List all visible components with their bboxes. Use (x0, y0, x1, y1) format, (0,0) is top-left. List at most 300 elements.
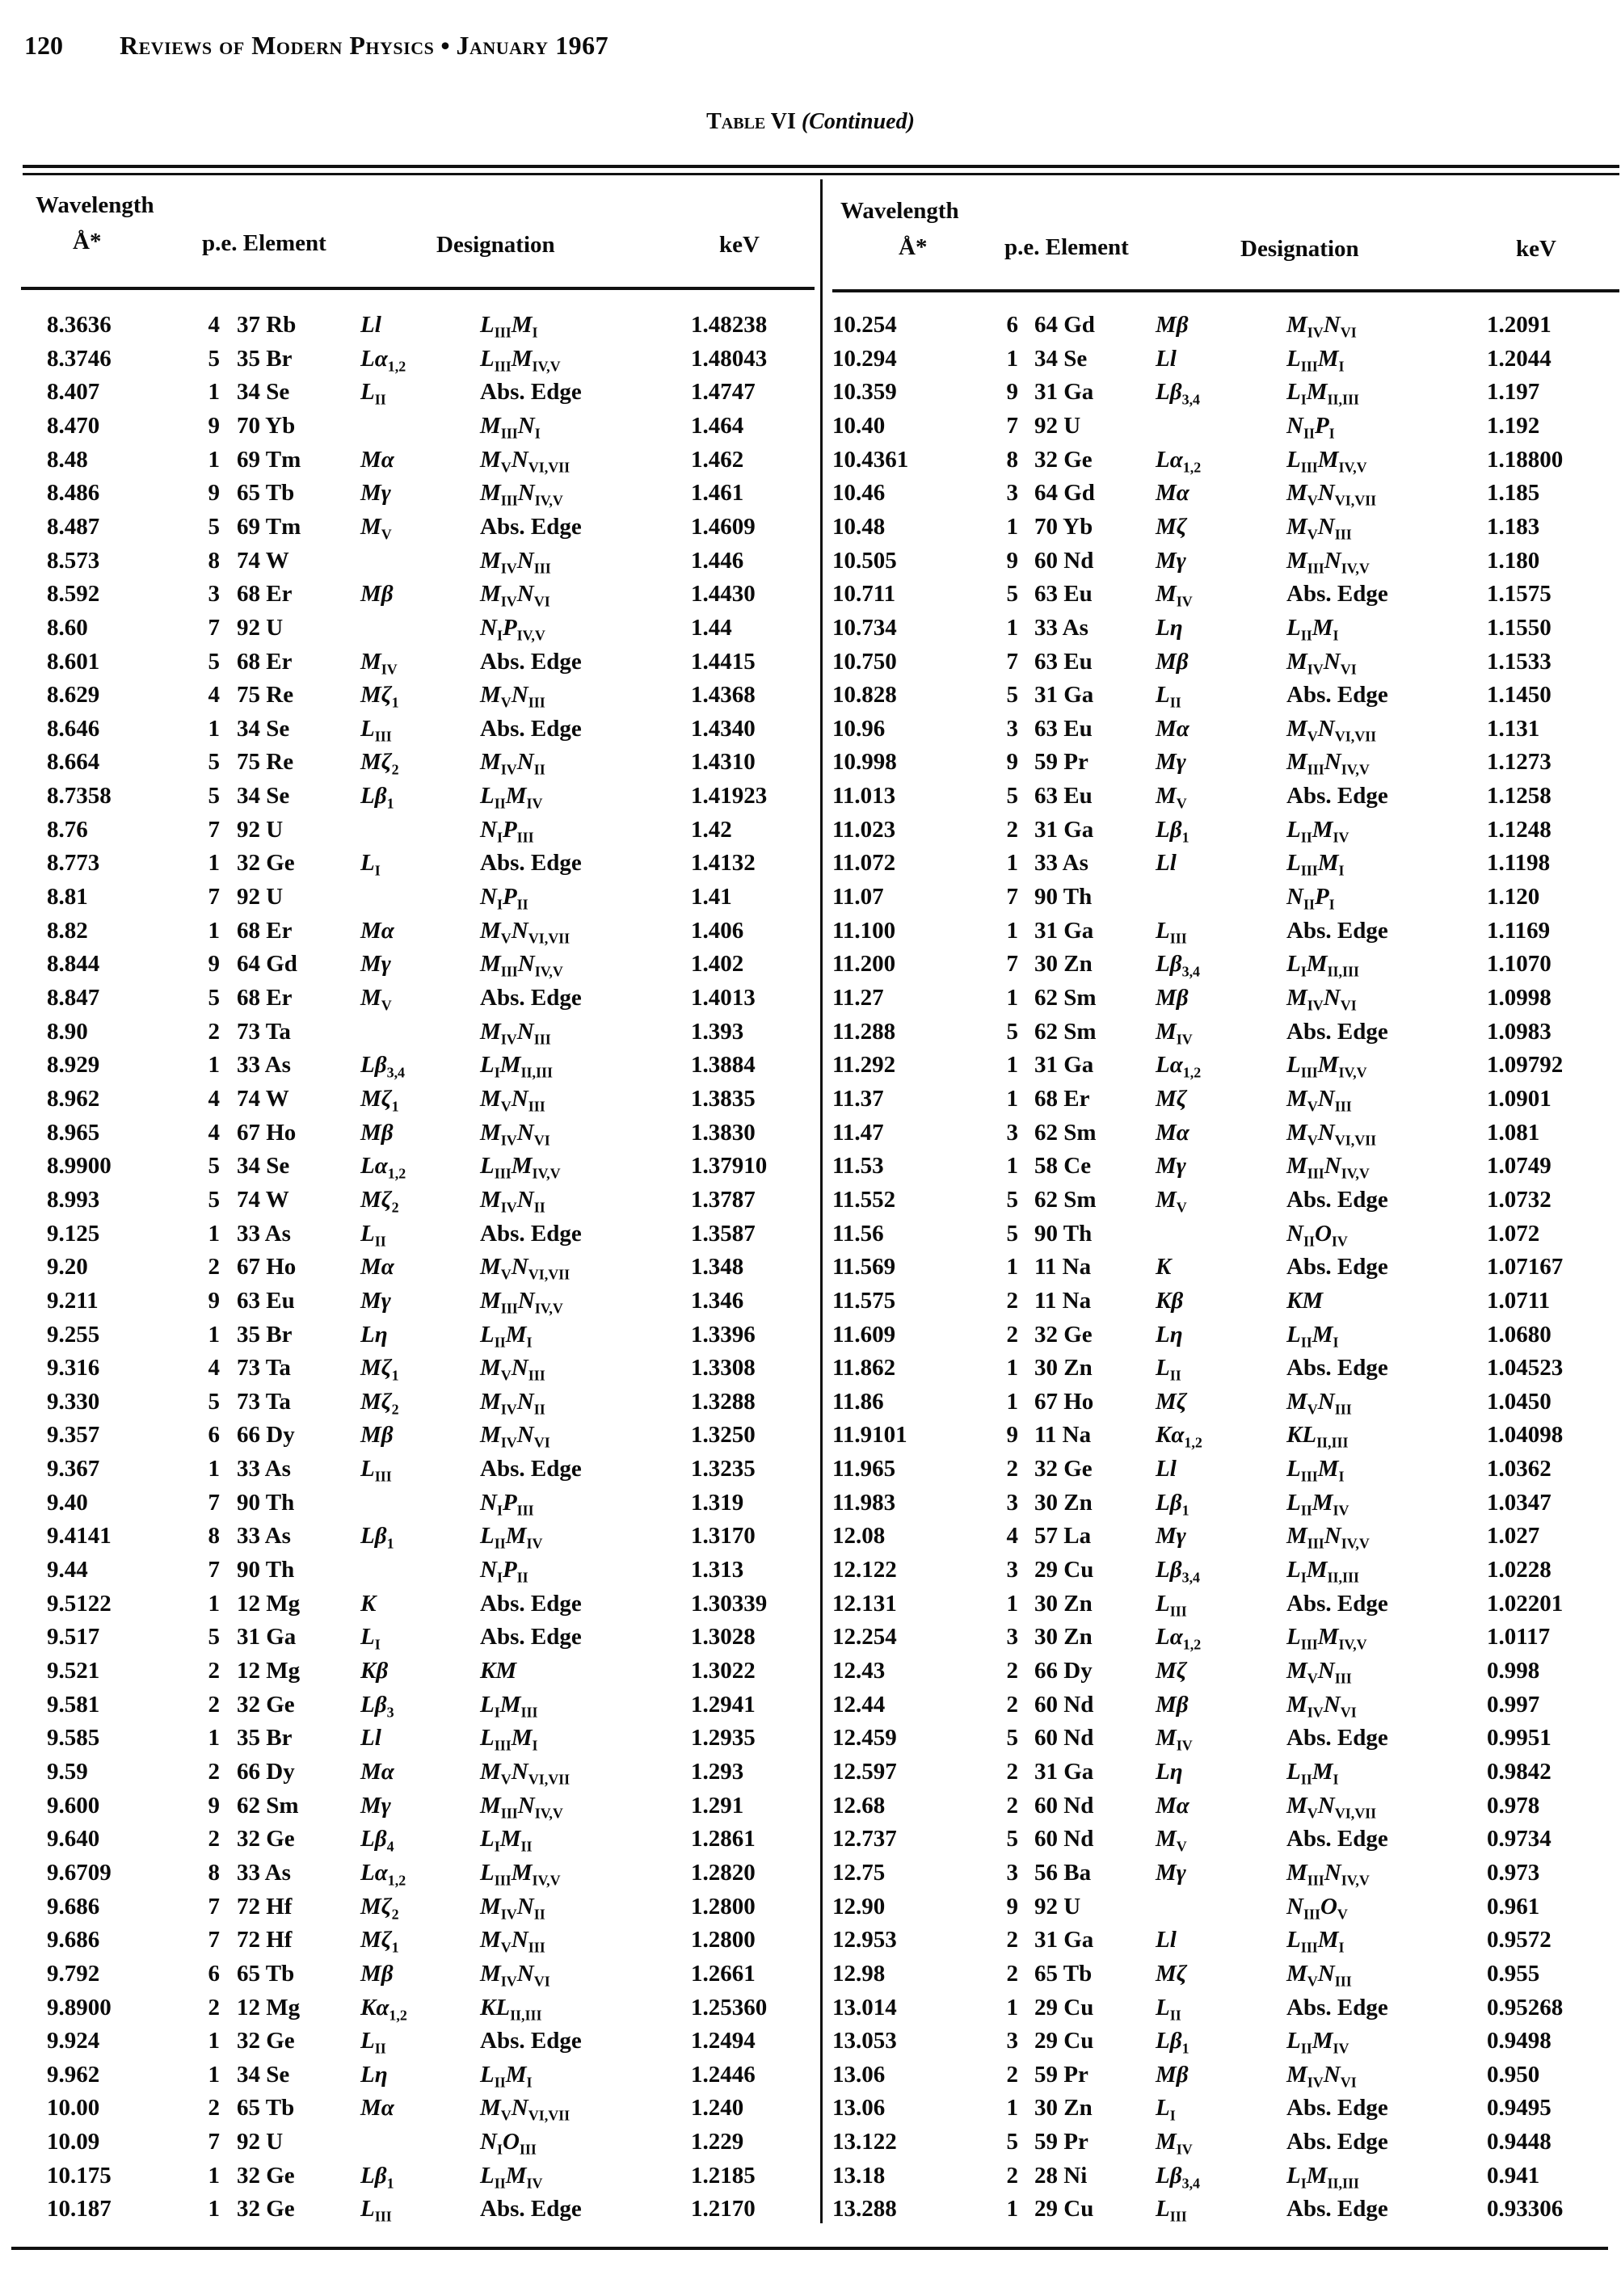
cell-element: 29 Cu (1034, 1557, 1094, 1583)
cell-element: 67 Ho (1034, 1388, 1094, 1415)
cell-pe: 1 (208, 715, 220, 742)
cell-designation: $N_IP_{IV,V}$ (480, 614, 545, 644)
cell-element: 11 Na (1034, 1287, 1092, 1314)
cell-designation: $L_{III}M_I$ (1286, 1927, 1345, 1956)
cell-pe: 1 (208, 2162, 220, 2189)
cell-kev: 0.95268 (1487, 1994, 1564, 2021)
cell-pe: 1 (1006, 1590, 1018, 1617)
cell-wavelength: 8.844 (47, 951, 100, 978)
cell-element: 30 Zn (1034, 1624, 1093, 1651)
cell-wavelength: 12.737 (832, 1826, 897, 1852)
cell-symbol: Mβ (1156, 648, 1189, 675)
cell-element: 64 Gd (1034, 480, 1095, 507)
cell-pe: 2 (208, 1018, 220, 1045)
cell-pe: 2 (208, 1758, 220, 1785)
cell-element: 90 Th (1034, 1220, 1093, 1247)
cell-wavelength: 8.48 (47, 446, 88, 473)
cell-pe: 5 (1006, 1018, 1018, 1045)
cell-element: 63 Eu (237, 1287, 295, 1314)
cell-kev: 1.0680 (1487, 1321, 1552, 1348)
cell-wavelength: 9.600 (47, 1792, 100, 1819)
cell-pe: 5 (1006, 1725, 1018, 1751)
cell-kev: 1.37910 (691, 1153, 768, 1180)
cell-designation: $L_{II}M_I$ (480, 1321, 533, 1350)
cell-pe: 1 (208, 1220, 220, 1247)
cell-wavelength: 8.962 (47, 1085, 100, 1112)
cell-pe: 9 (1006, 379, 1018, 406)
cell-element: 92 U (237, 2129, 284, 2155)
cell-wavelength: 11.200 (832, 951, 896, 978)
cell-designation: $L_{II}M_{IV}$ (480, 2162, 543, 2192)
cell-element: 35 Br (237, 345, 293, 372)
cell-symbol: Mα (1156, 1792, 1189, 1819)
cell-pe: 9 (208, 480, 220, 507)
cell-wavelength: 10.711 (832, 581, 896, 608)
cell-kev: 1.2800 (691, 1893, 756, 1920)
cell-kev: 1.2044 (1487, 345, 1552, 372)
cell-kev: 1.183 (1487, 513, 1540, 540)
cell-pe: 5 (1006, 682, 1018, 709)
cell-symbol: K (1156, 1254, 1172, 1280)
cell-kev: 1.18800 (1487, 446, 1564, 473)
cell-pe: 8 (208, 1523, 220, 1550)
cell-pe: 7 (208, 1557, 220, 1583)
cell-designation: $M_VN_{VI,VII}$ (480, 2095, 571, 2124)
cell-symbol: Mα (1156, 1119, 1189, 1146)
cell-symbol: $M\zeta_2$ (360, 1388, 399, 1418)
cell-kev: 1.09792 (1487, 1052, 1564, 1079)
cell-kev: 1.3787 (691, 1186, 756, 1213)
cell-pe: 3 (1006, 1859, 1018, 1886)
cell-kev: 1.4132 (691, 850, 756, 877)
cell-symbol: Mα (1156, 480, 1189, 507)
cell-designation: $L_{III}M_I$ (1286, 1456, 1345, 1485)
cell-wavelength: 10.40 (832, 412, 886, 439)
cell-element: 68 Er (237, 917, 293, 944)
cell-element: 70 Yb (1034, 513, 1093, 540)
cell-symbol: Ll (360, 1725, 381, 1751)
cell-element: 74 W (237, 1085, 289, 1112)
cell-pe: 1 (208, 1321, 220, 1348)
cell-designation: $L_{II}M_I$ (480, 2061, 533, 2091)
cell-wavelength: 11.9101 (832, 1422, 907, 1449)
cell-symbol: Mα (360, 446, 394, 473)
cell-designation: $M_VN_{VI,VII}$ (480, 1758, 571, 1788)
cell-symbol: $L\alpha_{1,2}$ (360, 345, 406, 374)
cell-kev: 0.9498 (1487, 2028, 1552, 2054)
cell-pe: 1 (208, 2028, 220, 2054)
cell-designation: Abs. Edge (1286, 1186, 1388, 1213)
cell-element: 69 Tm (237, 513, 301, 540)
cell-designation: $M_VN_{III}$ (480, 1355, 545, 1384)
cell-wavelength: 8.573 (47, 547, 100, 574)
cell-kev: 1.4340 (691, 715, 756, 742)
cell-symbol: Mζ (1156, 1960, 1187, 1987)
header-angstrom-left: Å* (73, 229, 102, 254)
cell-pe: 1 (208, 2196, 220, 2222)
cell-designation: $M_{IV}N_{II}$ (480, 749, 545, 778)
cell-element: 69 Tm (237, 446, 301, 473)
cell-kev: 0.93306 (1487, 2196, 1564, 2222)
cell-pe: 5 (1006, 1220, 1018, 1247)
cell-wavelength: 9.59 (47, 1758, 88, 1785)
cell-element: 31 Ga (1034, 1927, 1094, 1953)
cell-designation: $N_IP_{II}$ (480, 884, 528, 913)
cell-kev: 1.291 (691, 1792, 744, 1819)
cell-kev: 1.313 (691, 1557, 744, 1583)
cell-kev: 1.180 (1487, 547, 1540, 574)
cell-kev: 1.462 (691, 446, 744, 473)
cell-wavelength: 8.847 (47, 985, 100, 1011)
cell-element: 65 Tb (237, 1960, 295, 1987)
cell-pe: 2 (1006, 1927, 1018, 1953)
cell-wavelength: 8.993 (47, 1186, 100, 1213)
cell-pe: 1 (208, 1052, 220, 1079)
cell-symbol: Lη (360, 2061, 388, 2088)
cell-designation: $L_{II}M_{IV}$ (1286, 816, 1349, 846)
cell-element: 32 Ge (237, 1691, 295, 1718)
cell-element: 92 U (237, 614, 284, 641)
cell-kev: 1.406 (691, 917, 744, 944)
header-wavelength-right: Wavelength (840, 198, 959, 224)
cell-kev: 1.0228 (1487, 1557, 1552, 1583)
cell-pe: 9 (1006, 1893, 1018, 1920)
cell-designation: $M_VN_{VI,VII}$ (480, 446, 571, 475)
cell-pe: 6 (1006, 312, 1018, 338)
cell-designation: Abs. Edge (1286, 2196, 1388, 2222)
cell-symbol: Mβ (360, 1960, 394, 1987)
cell-symbol: Mγ (1156, 1523, 1186, 1550)
cell-pe: 1 (1006, 2196, 1018, 2222)
cell-pe: 3 (1006, 1119, 1018, 1146)
cell-wavelength: 11.292 (832, 1052, 896, 1079)
cell-designation: Abs. Edge (1286, 581, 1388, 608)
cell-kev: 1.293 (691, 1758, 744, 1785)
cell-element: 66 Dy (1034, 1658, 1093, 1684)
cell-element: 73 Ta (237, 1018, 291, 1045)
cell-wavelength: 11.013 (832, 783, 896, 809)
cell-wavelength: 8.7358 (47, 783, 112, 809)
cell-pe: 5 (208, 985, 220, 1011)
cell-designation: $M_{IV}N_{III}$ (480, 1018, 551, 1047)
cell-designation: $M_VN_{VI,VII}$ (1286, 715, 1377, 745)
top-rule (23, 165, 1619, 168)
cell-element: 34 Se (237, 2061, 290, 2088)
cell-symbol: Ll (1156, 850, 1177, 877)
cell-kev: 1.3835 (691, 1085, 756, 1112)
cell-kev: 1.3587 (691, 1220, 756, 1247)
cell-pe: 5 (1006, 581, 1018, 608)
cell-designation: $M_VN_{III}$ (1286, 1960, 1352, 1990)
cell-pe: 2 (1006, 1456, 1018, 1482)
cell-designation: $L_IM_{II}$ (480, 1826, 533, 1855)
cell-kev: 1.2091 (1487, 312, 1552, 338)
cell-element: 68 Er (237, 648, 293, 675)
cell-wavelength: 8.3636 (47, 312, 112, 338)
cell-wavelength: 13.014 (832, 1994, 897, 2021)
cell-pe: 3 (1006, 1489, 1018, 1516)
cell-designation: $N_{II}P_I$ (1286, 412, 1335, 442)
cell-element: 63 Eu (1034, 648, 1093, 675)
cell-designation: $M_VN_{III}$ (480, 682, 545, 711)
cell-element: 62 Sm (1034, 985, 1097, 1011)
cell-symbol: Mα (360, 1254, 394, 1280)
cell-kev: 1.41923 (691, 783, 768, 809)
cell-wavelength: 12.953 (832, 1927, 897, 1953)
cell-kev: 0.9495 (1487, 2095, 1552, 2121)
cell-kev: 1.42 (691, 816, 732, 843)
cell-designation: Abs. Edge (1286, 1725, 1388, 1751)
cell-wavelength: 8.592 (47, 581, 100, 608)
cell-pe: 6 (208, 1422, 220, 1449)
cell-designation: Abs. Edge (1286, 1018, 1388, 1045)
cell-element: 30 Zn (1034, 1355, 1093, 1381)
cell-symbol: $L\alpha_{1,2}$ (360, 1859, 406, 1889)
cell-element: 59 Pr (1034, 749, 1088, 776)
header-kev-right: keV (1516, 236, 1556, 262)
cell-symbol: K (360, 1590, 377, 1617)
cell-kev: 1.240 (691, 2095, 744, 2121)
cell-symbol: Kβ (360, 1658, 389, 1684)
cell-pe: 2 (1006, 2061, 1018, 2088)
cell-designation: Abs. Edge (1286, 1590, 1388, 1617)
cell-designation: $M_{III}N_{IV,V}$ (480, 1287, 563, 1317)
cell-wavelength: 9.8900 (47, 1994, 112, 2021)
cell-designation: $N_IO_{III}$ (480, 2129, 537, 2158)
cell-pe: 1 (1006, 1994, 1018, 2021)
cell-kev: 1.4430 (691, 581, 756, 608)
cell-element: 12 Mg (237, 1658, 301, 1684)
cell-designation: $M_{III}N_{IV,V}$ (480, 480, 563, 509)
cell-kev: 1.229 (691, 2129, 744, 2155)
cell-symbol: Ll (1156, 1927, 1177, 1953)
cell-wavelength: 9.6709 (47, 1859, 112, 1886)
cell-element: 65 Tb (1034, 1960, 1093, 1987)
cell-element: 90 Th (1034, 884, 1093, 910)
cell-kev: 1.3884 (691, 1052, 756, 1079)
cell-designation: $L_IM_{II,III}$ (480, 1052, 553, 1081)
cell-designation: $M_{III}N_{IV,V}$ (1286, 749, 1370, 778)
cell-symbol: Mζ (1156, 1658, 1187, 1684)
cell-wavelength: 8.81 (47, 884, 88, 910)
cell-element: 31 Ga (237, 1624, 297, 1651)
cell-symbol: Mα (360, 917, 394, 944)
cell-kev: 0.997 (1487, 1691, 1540, 1718)
cell-element: 34 Se (237, 1153, 290, 1180)
cell-kev: 1.3028 (691, 1624, 756, 1651)
cell-pe: 2 (208, 1254, 220, 1280)
cell-wavelength: 8.3746 (47, 345, 112, 372)
cell-wavelength: 10.96 (832, 715, 886, 742)
cell-element: 62 Sm (1034, 1186, 1097, 1213)
cell-kev: 1.04523 (1487, 1355, 1564, 1381)
cell-element: 32 Ge (1034, 446, 1093, 473)
cell-designation: $M_{III}N_{IV,V}$ (480, 1792, 563, 1821)
cell-wavelength: 9.517 (47, 1624, 100, 1651)
cell-element: 74 W (237, 1186, 289, 1213)
cell-pe: 5 (208, 1624, 220, 1651)
cell-wavelength: 11.47 (832, 1119, 884, 1146)
cell-wavelength: 12.08 (832, 1523, 886, 1550)
cell-symbol: $L\alpha_{1,2}$ (1156, 446, 1202, 475)
cell-designation: Abs. Edge (1286, 1254, 1388, 1280)
cell-wavelength: 9.330 (47, 1388, 100, 1415)
cell-kev: 1.2935 (691, 1725, 756, 1751)
cell-kev: 1.1450 (1487, 682, 1552, 709)
cell-designation: Abs. Edge (1286, 917, 1388, 944)
cell-wavelength: 9.585 (47, 1725, 100, 1751)
cell-designation: $M_VN_{III}$ (1286, 1658, 1352, 1687)
cell-kev: 0.973 (1487, 1859, 1540, 1886)
cell-kev: 0.961 (1487, 1893, 1540, 1920)
cell-element: 31 Ga (1034, 917, 1094, 944)
header-designation-left: Designation (436, 232, 555, 258)
cell-designation: $L_{II}M_{IV}$ (480, 783, 543, 812)
cell-kev: 1.1575 (1487, 581, 1552, 608)
cell-symbol: $L_I$ (360, 850, 381, 879)
cell-pe: 7 (208, 816, 220, 843)
cell-designation: KM (1286, 1287, 1324, 1314)
cell-designation: Abs. Edge (1286, 682, 1388, 709)
cell-designation: Abs. Edge (1286, 783, 1388, 809)
cell-designation: $M_VN_{III}$ (480, 1085, 545, 1115)
cell-element: 63 Eu (1034, 783, 1093, 809)
cell-kev: 1.3022 (691, 1658, 756, 1684)
cell-symbol: $L\beta_1$ (1156, 1489, 1189, 1519)
cell-element: 32 Ge (237, 2196, 295, 2222)
cell-pe: 2 (208, 2095, 220, 2121)
cell-symbol: Mγ (1156, 749, 1186, 776)
cell-element: 35 Br (237, 1321, 293, 1348)
cell-designation: Abs. Edge (1286, 2095, 1388, 2121)
cell-kev: 1.072 (1487, 1220, 1540, 1247)
cell-kev: 1.04098 (1487, 1422, 1564, 1449)
cell-symbol: $L\beta_1$ (1156, 2028, 1189, 2057)
cell-wavelength: 9.962 (47, 2061, 100, 2088)
cell-kev: 1.197 (1487, 379, 1540, 406)
cell-symbol: $L\alpha_{1,2}$ (360, 1153, 406, 1182)
cell-symbol: $L\beta_4$ (360, 1826, 394, 1855)
cell-wavelength: 9.640 (47, 1826, 100, 1852)
cell-designation: $M_{III}N_{IV,V}$ (1286, 1523, 1370, 1552)
cell-wavelength: 13.06 (832, 2095, 886, 2121)
cell-symbol: Mζ (1156, 1388, 1187, 1415)
cell-kev: 0.950 (1487, 2061, 1540, 2088)
cell-wavelength: 12.90 (832, 1893, 886, 1920)
cell-pe: 8 (208, 547, 220, 574)
cell-symbol: Mβ (1156, 985, 1189, 1011)
cell-element: 65 Tb (237, 480, 295, 507)
cell-pe: 2 (1006, 1287, 1018, 1314)
cell-symbol: $L\beta_{3,4}$ (1156, 951, 1201, 980)
cell-element: 32 Ge (237, 2162, 295, 2189)
cell-kev: 1.25360 (691, 1994, 768, 2021)
cell-element: 73 Ta (237, 1355, 291, 1381)
cell-designation: $L_{II}M_{IV}$ (1286, 1489, 1349, 1519)
cell-symbol: $L\beta_3$ (360, 1691, 394, 1720)
cell-kev: 0.9842 (1487, 1758, 1552, 1785)
cell-wavelength: 8.9900 (47, 1153, 112, 1180)
cell-designation: $N_{III}O_V$ (1286, 1893, 1348, 1922)
cell-kev: 1.0749 (1487, 1153, 1552, 1180)
cell-wavelength: 10.175 (47, 2162, 112, 2189)
cell-wavelength: 12.459 (832, 1725, 897, 1751)
cell-kev: 1.07167 (1487, 1254, 1564, 1280)
cell-pe: 2 (1006, 816, 1018, 843)
cell-pe: 5 (208, 1153, 220, 1180)
cell-pe: 5 (1006, 2129, 1018, 2155)
cell-pe: 1 (1006, 1355, 1018, 1381)
cell-pe: 7 (208, 884, 220, 910)
cell-designation: Abs. Edge (1286, 2129, 1388, 2155)
cell-symbol: $K\alpha_{1,2}$ (360, 1994, 407, 2023)
header-rule-right (832, 289, 1619, 292)
cell-wavelength: 8.470 (47, 412, 100, 439)
cell-symbol: $M\zeta_2$ (360, 749, 399, 778)
cell-pe: 1 (208, 850, 220, 877)
cell-wavelength: 9.581 (47, 1691, 100, 1718)
cell-pe: 1 (208, 446, 220, 473)
cell-pe: 1 (208, 379, 220, 406)
cell-wavelength: 12.122 (832, 1557, 897, 1583)
cell-symbol: $K\alpha_{1,2}$ (1156, 1422, 1202, 1451)
cell-pe: 5 (208, 783, 220, 809)
cell-pe: 1 (1006, 917, 1018, 944)
cell-element: 33 As (237, 1052, 291, 1079)
cell-element: 92 U (1034, 412, 1081, 439)
cell-pe: 1 (1006, 1254, 1018, 1280)
cell-kev: 1.1258 (1487, 783, 1552, 809)
cell-symbol: $L_{III}$ (1156, 917, 1187, 946)
cell-designation: $L_IM_{II,III}$ (1286, 1557, 1359, 1586)
cell-element: 92 U (1034, 1893, 1081, 1920)
cell-symbol: $L_{III}$ (360, 2196, 392, 2225)
cell-element: 62 Sm (237, 1792, 299, 1819)
header-kev-left: keV (719, 232, 760, 258)
cell-pe: 3 (1006, 1624, 1018, 1651)
top-rule-double (23, 173, 1619, 175)
cell-wavelength: 11.100 (832, 917, 896, 944)
cell-symbol: $L_I$ (1156, 2095, 1176, 2124)
header-pe-element-left: p.e. Element (202, 230, 326, 256)
cell-pe: 9 (208, 1792, 220, 1819)
cell-pe: 1 (208, 1456, 220, 1482)
cell-element: 30 Zn (1034, 951, 1093, 978)
cell-pe: 1 (208, 1590, 220, 1617)
cell-kev: 1.348 (691, 1254, 744, 1280)
cell-symbol: $L\beta_1$ (360, 783, 394, 812)
cell-wavelength: 10.998 (832, 749, 897, 776)
cell-element: 64 Gd (1034, 312, 1095, 338)
cell-designation: $M_VN_{III}$ (1286, 1388, 1352, 1418)
cell-pe: 7 (208, 1927, 220, 1953)
cell-kev: 0.978 (1487, 1792, 1540, 1819)
table-title (0, 109, 1621, 135)
cell-pe: 4 (208, 682, 220, 709)
cell-wavelength: 9.40 (47, 1489, 88, 1516)
cell-symbol: Mγ (360, 480, 391, 507)
cell-symbol: $L_{II}$ (360, 1220, 386, 1249)
cell-designation: $M_{IV}N_{III}$ (480, 547, 551, 576)
cell-element: 34 Se (1034, 345, 1088, 372)
cell-element: 33 As (1034, 614, 1088, 641)
cell-kev: 1.346 (691, 1287, 744, 1314)
cell-wavelength: 11.609 (832, 1321, 896, 1348)
cell-symbol: Mγ (360, 1792, 391, 1819)
cell-symbol: Mα (360, 1758, 394, 1785)
cell-wavelength: 8.407 (47, 379, 100, 406)
header-designation-right: Designation (1240, 236, 1359, 262)
